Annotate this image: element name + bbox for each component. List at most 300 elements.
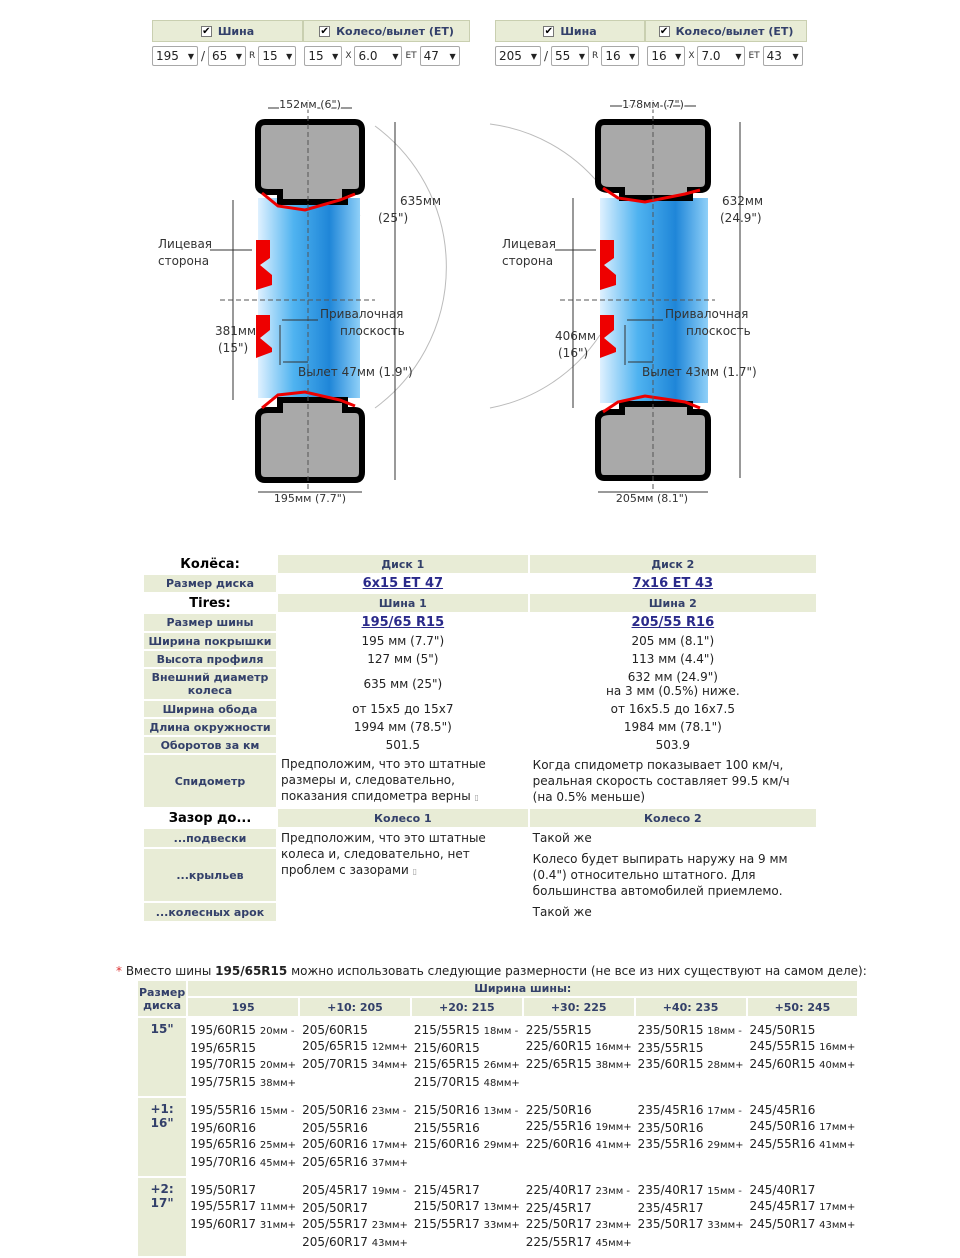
face-label-2: сторона <box>502 254 554 268</box>
row-label-tire-size: Размер шины <box>144 614 276 631</box>
size-cell <box>188 1018 298 1096</box>
size-diff: 11мм+ <box>259 1202 297 1213</box>
size-diff: 17мм+ <box>819 1122 856 1133</box>
width-columns <box>138 998 857 1016</box>
size-diff: 19мм+ <box>595 1122 632 1133</box>
col-disk2: Диск 2 <box>530 555 816 573</box>
note-star: * <box>116 964 122 978</box>
size-diff: 43мм+ <box>819 1220 856 1231</box>
size-option[interactable] <box>190 1074 296 1092</box>
size-option[interactable] <box>526 1038 632 1056</box>
wheel-label: Колесо/вылет (ET) <box>675 24 794 38</box>
dropdown-arrow-icon: ▼ <box>792 51 799 61</box>
outer-diameter-2-value: 632 мм (24.9") <box>627 670 718 684</box>
dropdown-arrow-icon: ▼ <box>578 51 586 61</box>
size-option[interactable] <box>638 1056 744 1074</box>
width-column-header: +40: 235 <box>636 998 746 1016</box>
col-tire2: Шина 2 <box>530 594 816 612</box>
size-diff: 12мм+ <box>371 1042 408 1053</box>
size-diff: 31мм+ <box>259 1220 297 1231</box>
bottom-width-label: 205мм (8.1") <box>615 492 689 505</box>
tread-width-2: 205 мм (8.1") <box>530 633 816 649</box>
profile-height-1: 127 мм (5") <box>278 651 528 667</box>
size-value: 215/55R17 <box>413 1217 480 1231</box>
col-disk1: Диск 1 <box>278 555 528 573</box>
tire-width-select[interactable] <box>152 46 198 66</box>
size-diff: 19мм - <box>371 1186 407 1197</box>
size-option[interactable] <box>750 1118 856 1136</box>
size-diff: 40мм+ <box>819 1060 856 1071</box>
size-option[interactable] <box>190 1198 296 1216</box>
disk1-link[interactable]: 6x15 ET 47 <box>362 576 444 591</box>
size-value: 205/60R16 <box>302 1137 368 1151</box>
size-cell <box>412 1178 522 1256</box>
size-option[interactable] <box>526 1216 632 1234</box>
size-option[interactable] <box>526 1056 632 1074</box>
value: 7.0 <box>701 49 721 63</box>
size-cell <box>748 1178 858 1256</box>
dropdown-arrow-icon: ▼ <box>286 51 293 61</box>
rim-row <box>138 1018 857 1096</box>
size-option[interactable] <box>750 1136 856 1154</box>
row-label-rim-width: Ширина обода <box>144 701 276 717</box>
size-cell <box>748 1098 858 1176</box>
size-cell <box>748 1018 858 1096</box>
top-width-label: 152мм (6") <box>279 98 341 111</box>
size-value: 235/50R15 <box>637 1023 704 1037</box>
size-option[interactable] <box>190 1216 296 1234</box>
size-diff: 17мм+ <box>819 1202 856 1213</box>
wheel-et-select[interactable] <box>420 46 460 66</box>
dropdown-arrow-icon: ▼ <box>235 51 243 61</box>
size-value: 225/40R17 <box>525 1183 592 1197</box>
size-diff: 43мм+ <box>371 1238 408 1249</box>
size-option[interactable] <box>638 1136 744 1154</box>
top-width-label: 178мм (7") <box>622 98 684 111</box>
tire-top <box>258 122 362 202</box>
tire-selector-left <box>152 20 470 66</box>
size-diff: 33мм+ <box>707 1220 744 1231</box>
size-cell <box>524 1098 634 1176</box>
checkbox-wheel[interactable]: ✔ <box>659 25 669 37</box>
dropdown-arrow-icon: ▼ <box>530 51 537 61</box>
tire-width-header: Ширина шины: <box>188 981 857 996</box>
size-option[interactable] <box>302 1102 408 1120</box>
size-option[interactable] <box>638 1040 744 1056</box>
size-diff: 48мм+ <box>483 1078 520 1089</box>
size-cell <box>636 1098 746 1176</box>
size-option[interactable] <box>414 1022 520 1040</box>
size-diff: 23мм+ <box>371 1220 408 1231</box>
size-option[interactable] <box>414 1120 520 1136</box>
size-diff: 15мм - <box>707 1186 742 1197</box>
checkbox-wheel[interactable]: ✔ <box>320 25 329 37</box>
size-option[interactable] <box>302 1136 408 1154</box>
size-option[interactable] <box>302 1234 408 1252</box>
selector-header <box>495 20 807 42</box>
size-value: 195/70R15 <box>190 1057 257 1071</box>
size-cell <box>188 1178 298 1256</box>
section-clearance: Зазор до... <box>144 809 276 827</box>
size-option[interactable] <box>190 1120 296 1136</box>
value: 15 <box>308 49 324 63</box>
size-cell <box>300 1018 410 1096</box>
outer-diam-label: 635мм <box>400 194 442 208</box>
size-cell <box>636 1178 746 1256</box>
size-value: 235/50R17 <box>637 1217 704 1231</box>
r-separator: R <box>249 51 256 61</box>
circumference-1: 1994 мм (78.5") <box>278 719 528 735</box>
size-value: 215/60R15 <box>413 1041 480 1055</box>
note-pre: Вместо шины <box>125 964 212 978</box>
et-separator: ET <box>405 51 417 61</box>
size-value: 195/70R16 <box>190 1155 257 1169</box>
size-value: 225/65R15 <box>525 1057 592 1071</box>
checkbox-tire[interactable]: ✔ <box>202 25 211 37</box>
wheel-label: Колесо/вылет (ET) <box>336 24 454 38</box>
value: 195 <box>156 49 179 63</box>
value: 15 <box>262 49 278 63</box>
size-option[interactable] <box>190 1040 296 1056</box>
tire-profile-select[interactable] <box>551 46 589 66</box>
slash-separator: / <box>544 49 549 63</box>
size-value: 245/50R17 <box>749 1217 816 1231</box>
value: 47 <box>423 49 439 63</box>
col-wheel2: Колесо 2 <box>530 809 816 827</box>
size-option[interactable] <box>414 1102 520 1120</box>
size-option[interactable] <box>302 1200 408 1216</box>
row-label-speedometer: Спидометр <box>144 755 276 807</box>
size-value: 215/45R17 <box>413 1183 480 1197</box>
wheel-toggle[interactable] <box>303 20 470 42</box>
size-value: 205/60R17 <box>302 1235 368 1249</box>
circumference-2: 1984 мм (78.1") <box>530 719 816 735</box>
wheel-rim-select[interactable] <box>647 46 685 66</box>
size-option[interactable] <box>414 1074 520 1092</box>
row-label-revs: Оборотов за км <box>144 737 276 753</box>
rim-size-label: +1: 16" <box>138 1098 186 1176</box>
size-option[interactable] <box>750 1102 856 1118</box>
size-value: 205/45R17 <box>302 1183 368 1197</box>
size-diff: 29мм+ <box>483 1140 520 1151</box>
face-label: Лицевая <box>158 237 213 251</box>
size-option[interactable] <box>526 1200 632 1216</box>
value: 6.0 <box>358 49 378 63</box>
size-option[interactable] <box>302 1022 408 1038</box>
note-post: можно использовать следующие размерности (не все из них существуют на самом деле): <box>291 964 867 978</box>
size-value: 195/55R16 <box>190 1103 257 1117</box>
size-option[interactable] <box>750 1022 856 1038</box>
wheel-cross-section-diagram <box>0 90 960 510</box>
wheel-rim-select[interactable] <box>304 46 342 66</box>
x-separator: X <box>688 51 695 61</box>
size-diff: 29мм+ <box>707 1140 744 1151</box>
tire2-link[interactable]: 205/55 R16 <box>631 615 715 630</box>
tire-toggle[interactable] <box>495 20 645 42</box>
size-option[interactable] <box>638 1022 744 1040</box>
size-value: 225/50R17 <box>525 1217 592 1231</box>
size-option[interactable] <box>190 1022 296 1040</box>
size-cell <box>412 1098 522 1176</box>
value: 65 <box>212 49 228 63</box>
row-label-suspension: ...подвески <box>144 829 276 847</box>
size-option[interactable] <box>302 1216 408 1234</box>
size-value: 245/55R15 <box>749 1039 816 1053</box>
size-diff: 38мм+ <box>259 1078 297 1089</box>
size-option[interactable] <box>750 1198 856 1216</box>
size-option[interactable] <box>190 1154 296 1172</box>
rim-diam-label-in: (16") <box>558 346 589 360</box>
disk2-link[interactable]: 7x16 ET 43 <box>632 576 714 591</box>
tire-label: Шина <box>217 24 255 38</box>
size-option[interactable] <box>190 1136 296 1154</box>
size-value: 225/55R16 <box>525 1119 592 1133</box>
wheel-toggle[interactable] <box>645 20 807 42</box>
row-label-profile-height: Высота профиля <box>144 651 276 667</box>
row-label-circumference: Длина окружности <box>144 719 276 735</box>
size-option[interactable] <box>750 1216 856 1234</box>
size-value: 215/60R16 <box>413 1137 480 1151</box>
outer-diam-label: 632мм <box>722 194 764 208</box>
size-value: 215/65R15 <box>413 1057 480 1071</box>
dropdown-arrow-icon: ▼ <box>449 51 456 61</box>
size-option[interactable] <box>638 1102 744 1120</box>
size-value: 215/70R15 <box>413 1075 480 1089</box>
size-value: 235/40R17 <box>637 1183 704 1197</box>
wheel-width-select[interactable] <box>354 46 402 66</box>
outer-diameter-2-diff: на 3 мм (0.5%) ниже. <box>605 684 740 698</box>
size-value: 245/50R16 <box>749 1119 816 1133</box>
size-option[interactable] <box>302 1038 408 1056</box>
tire-label: Шина <box>560 24 597 38</box>
arches-2: Такой же <box>530 903 816 921</box>
wheel-right <box>502 98 763 505</box>
size-diff: 26мм+ <box>483 1060 520 1071</box>
size-option[interactable] <box>414 1056 520 1074</box>
size-option[interactable] <box>190 1102 296 1120</box>
size-option[interactable] <box>190 1182 296 1198</box>
size-diff: 23мм - <box>371 1106 407 1117</box>
size-option[interactable] <box>302 1120 408 1136</box>
size-option[interactable] <box>302 1056 408 1074</box>
size-diff: 18мм - <box>707 1026 742 1037</box>
size-value: 225/60R15 <box>525 1039 592 1053</box>
dropdown-arrow-icon: ▼ <box>735 51 742 61</box>
size-option[interactable] <box>638 1216 744 1234</box>
r-separator: R <box>592 51 599 61</box>
size-value: 225/55R15 <box>525 1023 592 1037</box>
clearance-1 <box>278 829 528 921</box>
size-value: 205/50R16 <box>302 1103 368 1117</box>
mount-label-2: плоскость <box>686 324 751 338</box>
size-value: 245/40R17 <box>749 1183 816 1197</box>
suspension-2: Такой же <box>530 829 816 847</box>
row-label-outer-diameter: Внешний диаметр колеса <box>144 669 276 699</box>
row-label-fenders: ...крыльев <box>144 849 276 901</box>
size-value: 195/75R15 <box>190 1075 257 1089</box>
revs-2: 503.9 <box>530 737 816 753</box>
width-column-header: +50: 245 <box>748 998 858 1016</box>
size-option[interactable] <box>526 1182 632 1200</box>
size-value: 215/50R17 <box>413 1199 480 1213</box>
row-label-disk-size: Размер диска <box>144 575 276 592</box>
size-option[interactable] <box>526 1102 632 1118</box>
size-option[interactable] <box>414 1216 520 1234</box>
dropdown-arrow-icon: ▼ <box>675 51 682 61</box>
size-option[interactable] <box>526 1136 632 1154</box>
size-option[interactable] <box>414 1198 520 1216</box>
size-value: 235/55R16 <box>637 1137 704 1151</box>
value: 205 <box>499 49 522 63</box>
size-option[interactable] <box>302 1154 408 1172</box>
size-option[interactable] <box>638 1182 744 1200</box>
wheel-left <box>158 98 441 505</box>
tire-toggle[interactable] <box>152 20 303 42</box>
size-diff: 17мм - <box>707 1106 742 1117</box>
size-option[interactable] <box>526 1022 632 1038</box>
rim-diam-label-in: (15") <box>218 341 249 355</box>
size-diff: 20мм+ <box>259 1060 297 1071</box>
et-separator: ET <box>748 51 760 61</box>
size-value: 205/55R16 <box>302 1121 368 1135</box>
alternatives-note <box>116 964 867 978</box>
offset-label: Вылет 43мм (1.7") <box>642 365 757 379</box>
rim-width-1: от 15x5 до 15x7 <box>278 701 528 717</box>
size-value: 205/60R15 <box>302 1023 368 1037</box>
size-option[interactable] <box>526 1118 632 1136</box>
size-value: 195/65R15 <box>190 1041 257 1055</box>
size-value: 235/45R16 <box>637 1103 704 1117</box>
width-column-header: +20: 215 <box>412 998 522 1016</box>
size-diff: 23мм+ <box>595 1220 632 1231</box>
size-cell <box>524 1018 634 1096</box>
size-value: 245/50R15 <box>749 1023 816 1037</box>
size-diff: 41мм+ <box>819 1140 856 1151</box>
speedometer-1 <box>278 755 528 807</box>
size-cell <box>300 1178 410 1256</box>
dropdown-arrow-icon: ▼ <box>332 51 339 61</box>
size-diff: 13мм+ <box>483 1202 520 1213</box>
tire-width-select[interactable] <box>495 46 541 66</box>
size-value: 225/50R16 <box>525 1103 592 1117</box>
size-option[interactable] <box>414 1136 520 1154</box>
value: 16 <box>605 49 621 63</box>
fenders-2: Колесо будет выпирать наружу на 9 мм (0.4") относительно штатного. Для большинства автомобилей приемлемо. <box>530 849 816 901</box>
size-option[interactable] <box>414 1040 520 1056</box>
rim-row <box>138 1098 857 1176</box>
outer-diameter-2 <box>530 669 816 699</box>
size-value: 235/55R15 <box>637 1041 704 1055</box>
size-value: 195/60R17 <box>190 1217 257 1231</box>
size-option[interactable] <box>526 1234 632 1252</box>
value: 16 <box>651 49 667 63</box>
slash-separator: / <box>201 49 206 63</box>
size-option[interactable] <box>190 1056 296 1074</box>
size-diff: 17мм+ <box>371 1140 408 1151</box>
size-cell <box>188 1098 298 1176</box>
size-value: 235/50R16 <box>637 1121 704 1135</box>
checkbox-tire[interactable]: ✔ <box>544 25 554 37</box>
wheel-width-select[interactable] <box>697 46 745 66</box>
size-value: 195/50R17 <box>190 1183 257 1197</box>
alternatives-table <box>136 979 859 1258</box>
width-column-header: +10: 205 <box>300 998 410 1016</box>
section-wheels: Колёса: <box>144 555 276 573</box>
width-column-header: 195 <box>188 998 298 1016</box>
tread-width-1: 195 мм (7.7") <box>278 633 528 649</box>
size-option[interactable] <box>638 1120 744 1136</box>
mount-label: Привалочная <box>665 307 749 321</box>
size-diff: 37мм+ <box>371 1158 408 1169</box>
info-icon[interactable]: ▯ <box>412 867 418 876</box>
size-value: 235/60R15 <box>637 1057 704 1071</box>
size-option[interactable] <box>750 1182 856 1198</box>
clearance-1-text: Предположим, что это штатные колеса и, следовательно, нет проблем с зазорами <box>281 831 486 877</box>
rim-row <box>138 1178 857 1256</box>
dropdown-arrow-icon: ▼ <box>392 51 399 61</box>
value: 43 <box>766 49 782 63</box>
selector-row <box>495 46 807 66</box>
rim-size-header: Размер диска <box>138 981 186 1016</box>
size-cell <box>300 1098 410 1176</box>
size-value: 205/65R15 <box>302 1039 368 1053</box>
note-tire: 195/65R15 <box>215 964 288 978</box>
size-cell <box>636 1018 746 1096</box>
info-icon[interactable]: ▯ <box>474 793 479 802</box>
col-tire1: Шина 1 <box>278 594 528 612</box>
size-value: 245/55R16 <box>749 1137 816 1151</box>
tire1-link[interactable]: 195/65 R15 <box>361 615 445 630</box>
size-value: 205/55R17 <box>302 1217 368 1231</box>
size-value: 205/65R16 <box>302 1155 368 1169</box>
tire-profile-select[interactable] <box>208 46 246 66</box>
size-value: 215/50R16 <box>413 1103 480 1117</box>
size-option[interactable] <box>414 1182 520 1198</box>
rim-diam-label: 406мм <box>555 329 597 343</box>
size-diff: 16мм+ <box>819 1042 856 1053</box>
size-diff: 34мм+ <box>371 1060 408 1071</box>
size-diff: 28мм+ <box>707 1060 744 1071</box>
size-option[interactable] <box>750 1056 856 1074</box>
revs-1: 501.5 <box>278 737 528 753</box>
section-tires: Tires: <box>144 594 276 612</box>
size-diff: 33мм+ <box>483 1220 520 1231</box>
size-option[interactable] <box>638 1200 744 1216</box>
size-value: 245/45R16 <box>749 1103 816 1117</box>
size-diff: 45мм+ <box>259 1158 297 1169</box>
size-diff: 25мм+ <box>259 1140 297 1151</box>
row-label-tread-width: Ширина покрышки <box>144 633 276 649</box>
size-cell <box>524 1178 634 1256</box>
size-value: 225/60R16 <box>525 1137 592 1151</box>
tire-rim-select[interactable] <box>601 46 639 66</box>
outer-diam-label-in: (25") <box>378 211 409 225</box>
size-diff: 18мм - <box>483 1026 519 1037</box>
tire-rim-select[interactable] <box>258 46 296 66</box>
size-value: 225/55R17 <box>525 1235 592 1249</box>
wheel-et-select[interactable] <box>763 46 803 66</box>
size-value: 195/55R17 <box>190 1199 257 1213</box>
size-option[interactable] <box>750 1038 856 1056</box>
offset-label: Вылет 47мм (1.9") <box>298 365 413 379</box>
size-value: 225/45R17 <box>525 1201 592 1215</box>
size-option[interactable] <box>302 1182 408 1200</box>
size-value: 195/60R16 <box>190 1121 257 1135</box>
speedometer-1-text: Предположим, что это штатные размеры и, следовательно, показания спидометра верны <box>281 757 486 803</box>
size-diff: 16мм+ <box>595 1042 632 1053</box>
size-diff: 13мм - <box>483 1106 519 1117</box>
size-diff: 38мм+ <box>595 1060 632 1071</box>
